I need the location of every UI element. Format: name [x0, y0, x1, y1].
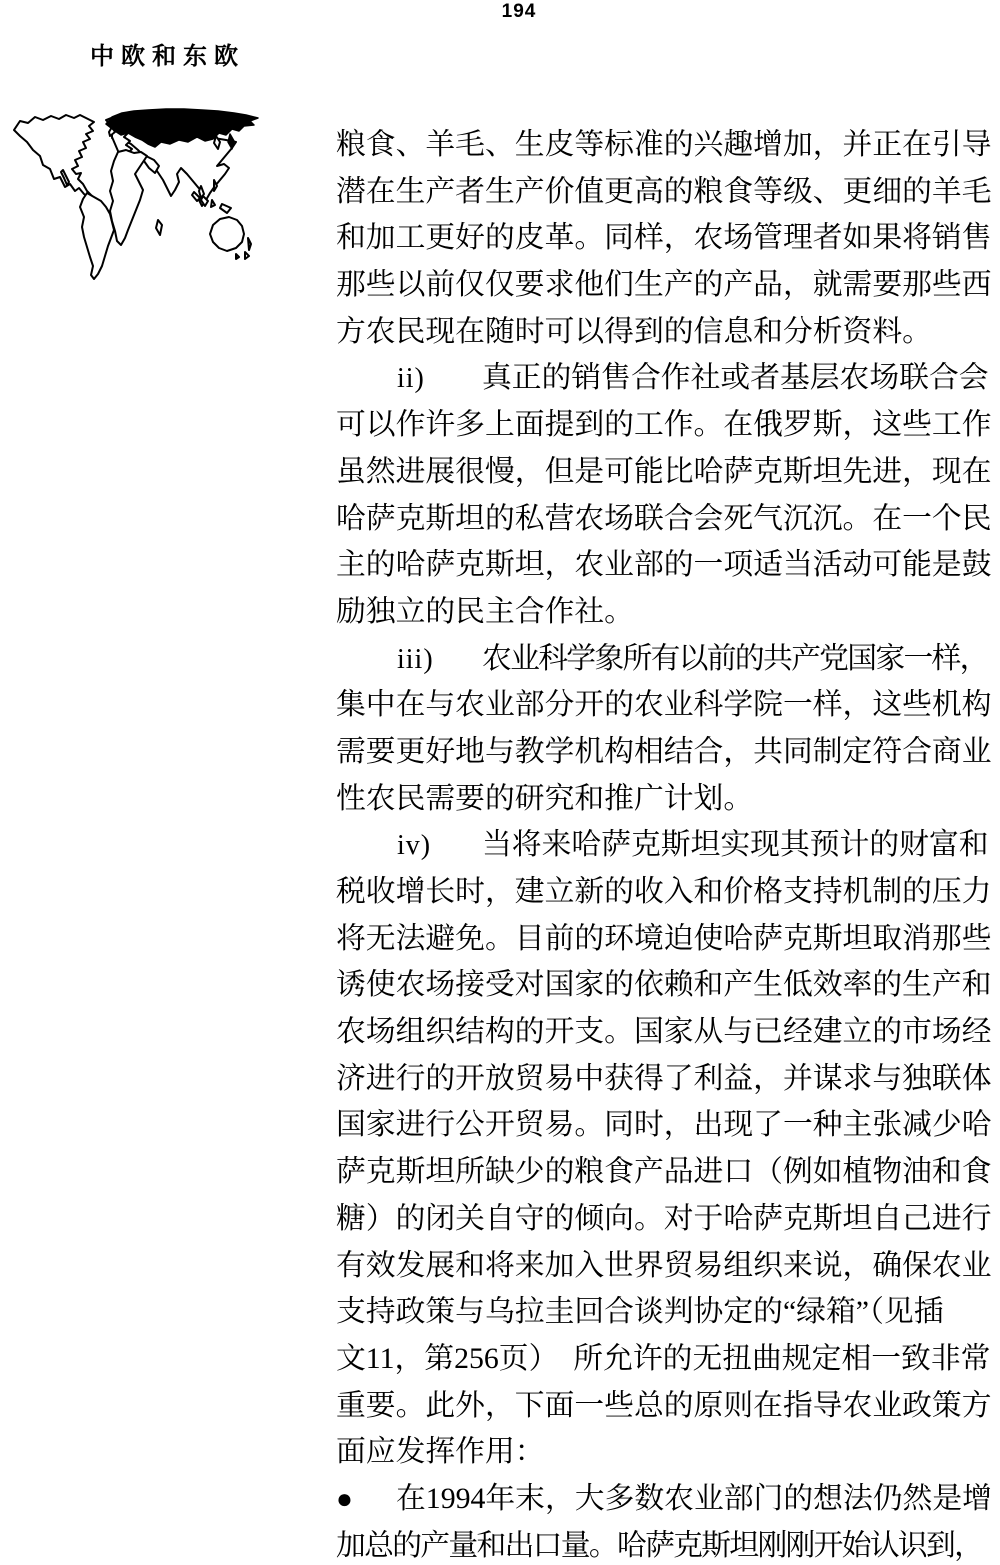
- text-line: [336, 1196, 996, 1243]
- text-line: [336, 1476, 996, 1523]
- page-number: 194: [501, 1, 537, 22]
- text-column: [336, 122, 996, 1565]
- line-text: 农场组织结构的开支。国家从与已经建立的市场经: [336, 1015, 992, 1049]
- text-line: [336, 636, 996, 683]
- line-text: 在1994年末，大多数农业部门的想法仍然是增: [396, 1481, 992, 1515]
- text-line: [336, 1383, 996, 1430]
- text-line: [336, 496, 996, 543]
- text-line: [336, 682, 996, 729]
- list-item-marker: ii): [397, 363, 425, 395]
- text-line: [336, 962, 996, 1009]
- line-text: 糖）的闭关自守的倾向。对于哈萨克斯坦自己进行: [336, 1201, 992, 1235]
- text-line: [336, 122, 996, 169]
- line-text: 加总的产量和出口量。哈萨克斯坦刚刚开始认识到，: [336, 1528, 983, 1562]
- text-line: [336, 1243, 996, 1290]
- line-text: 萨克斯坦所缺少的粮食产品进口（例如植物油和食: [336, 1155, 992, 1189]
- world-map-highlighted-region-icon: [8, 108, 264, 290]
- text-line: [336, 1009, 996, 1056]
- line-text: 哈萨克斯坦的私营农场联合会死气沉沉。在一个民: [336, 501, 992, 535]
- line-text: 支持政策与乌拉圭回合谈判协定的“绿箱”（见插: [336, 1295, 944, 1329]
- text-line: [336, 1523, 996, 1565]
- line-text: 主的哈萨克斯坦，农业部的一项适当活动可能是鼓: [336, 548, 992, 582]
- line-text: 粮食、羊毛、生皮等标准的兴趣增加，并正在引导: [336, 128, 992, 161]
- line-text: 需要更好地与教学机构相结合，共同制定符合商业: [336, 734, 992, 768]
- text-line: [336, 729, 996, 776]
- list-item-marker: iv): [397, 830, 432, 862]
- line-text: 虽然进展很慢，但是可能比哈萨克斯坦先进，现在: [336, 454, 992, 488]
- section-header: 中欧和东欧: [90, 44, 245, 70]
- text-line: [336, 1289, 996, 1336]
- list-item-marker: iii): [397, 643, 434, 675]
- line-text: 重要。此外，下面一些总的原则在指导农业政策方: [336, 1388, 992, 1422]
- text-line: [336, 1336, 996, 1383]
- text-line: [336, 169, 996, 216]
- line-text: 集中在与农业部分开的农业科学院一样，这些机构: [336, 688, 992, 722]
- line-text: 文11，第256页） 所允许的无扭曲规定相一致非常: [336, 1341, 991, 1375]
- line-text: 性农民需要的研究和推广计划。: [336, 781, 754, 815]
- line-text: 济进行的开放贸易中获得了利益，并谋求与独联体: [336, 1061, 992, 1095]
- line-text: 国家进行公开贸易。同时，出现了一种主张减少哈: [336, 1108, 992, 1142]
- line-text: 农业科学象所有以前的共产党国家一样，: [482, 641, 988, 675]
- text-line: [336, 449, 996, 496]
- line-text: 诱使农场接受对国家的依赖和产生低效率的生产和: [336, 968, 992, 1002]
- line-text: 方农民现在随时可以得到的信息和分析资料。: [336, 314, 932, 348]
- text-line: [336, 215, 996, 262]
- text-line: [336, 916, 996, 963]
- text-line: [336, 1056, 996, 1103]
- text-line: [336, 402, 996, 449]
- text-line: [336, 869, 996, 916]
- line-text: 和加工更好的皮革。同样，农场管理者如果将销售: [336, 221, 992, 255]
- line-text: 当将来哈萨克斯坦实现其预计的财富和: [482, 828, 989, 862]
- line-text: 面应发挥作用：: [336, 1435, 545, 1469]
- line-text: 真正的销售合作社或者基层农场联合会: [482, 361, 989, 395]
- text-line: [336, 1149, 996, 1196]
- line-text: 励独立的民主合作社。: [336, 594, 634, 628]
- text-line: [336, 589, 996, 636]
- line-text: 那些以前仅仅要求他们生产的产品，就需要那些西: [336, 268, 992, 302]
- text-line: [336, 1102, 996, 1149]
- line-text: 有效发展和将来加入世界贸易组织来说，确保农业: [336, 1248, 992, 1282]
- text-line: [336, 309, 996, 356]
- text-line: [336, 822, 996, 869]
- line-text: 可以作许多上面提到的工作。在俄罗斯，这些工作: [336, 408, 992, 442]
- line-text: 将无法避免。目前的环境迫使哈萨克斯坦取消那些: [336, 921, 992, 955]
- world-map-image: [8, 108, 264, 290]
- line-text: 潜在生产者生产价值更高的粮食等级、更细的羊毛: [336, 174, 992, 208]
- text-line: [336, 355, 996, 402]
- text-line: [336, 1429, 996, 1476]
- line-text: 税收增长时，建立新的收入和价格支持机制的压力: [336, 875, 992, 908]
- bullet-marker: ●: [336, 1483, 353, 1515]
- text-line: [336, 262, 996, 309]
- text-line: [336, 542, 996, 589]
- text-line: [336, 776, 996, 823]
